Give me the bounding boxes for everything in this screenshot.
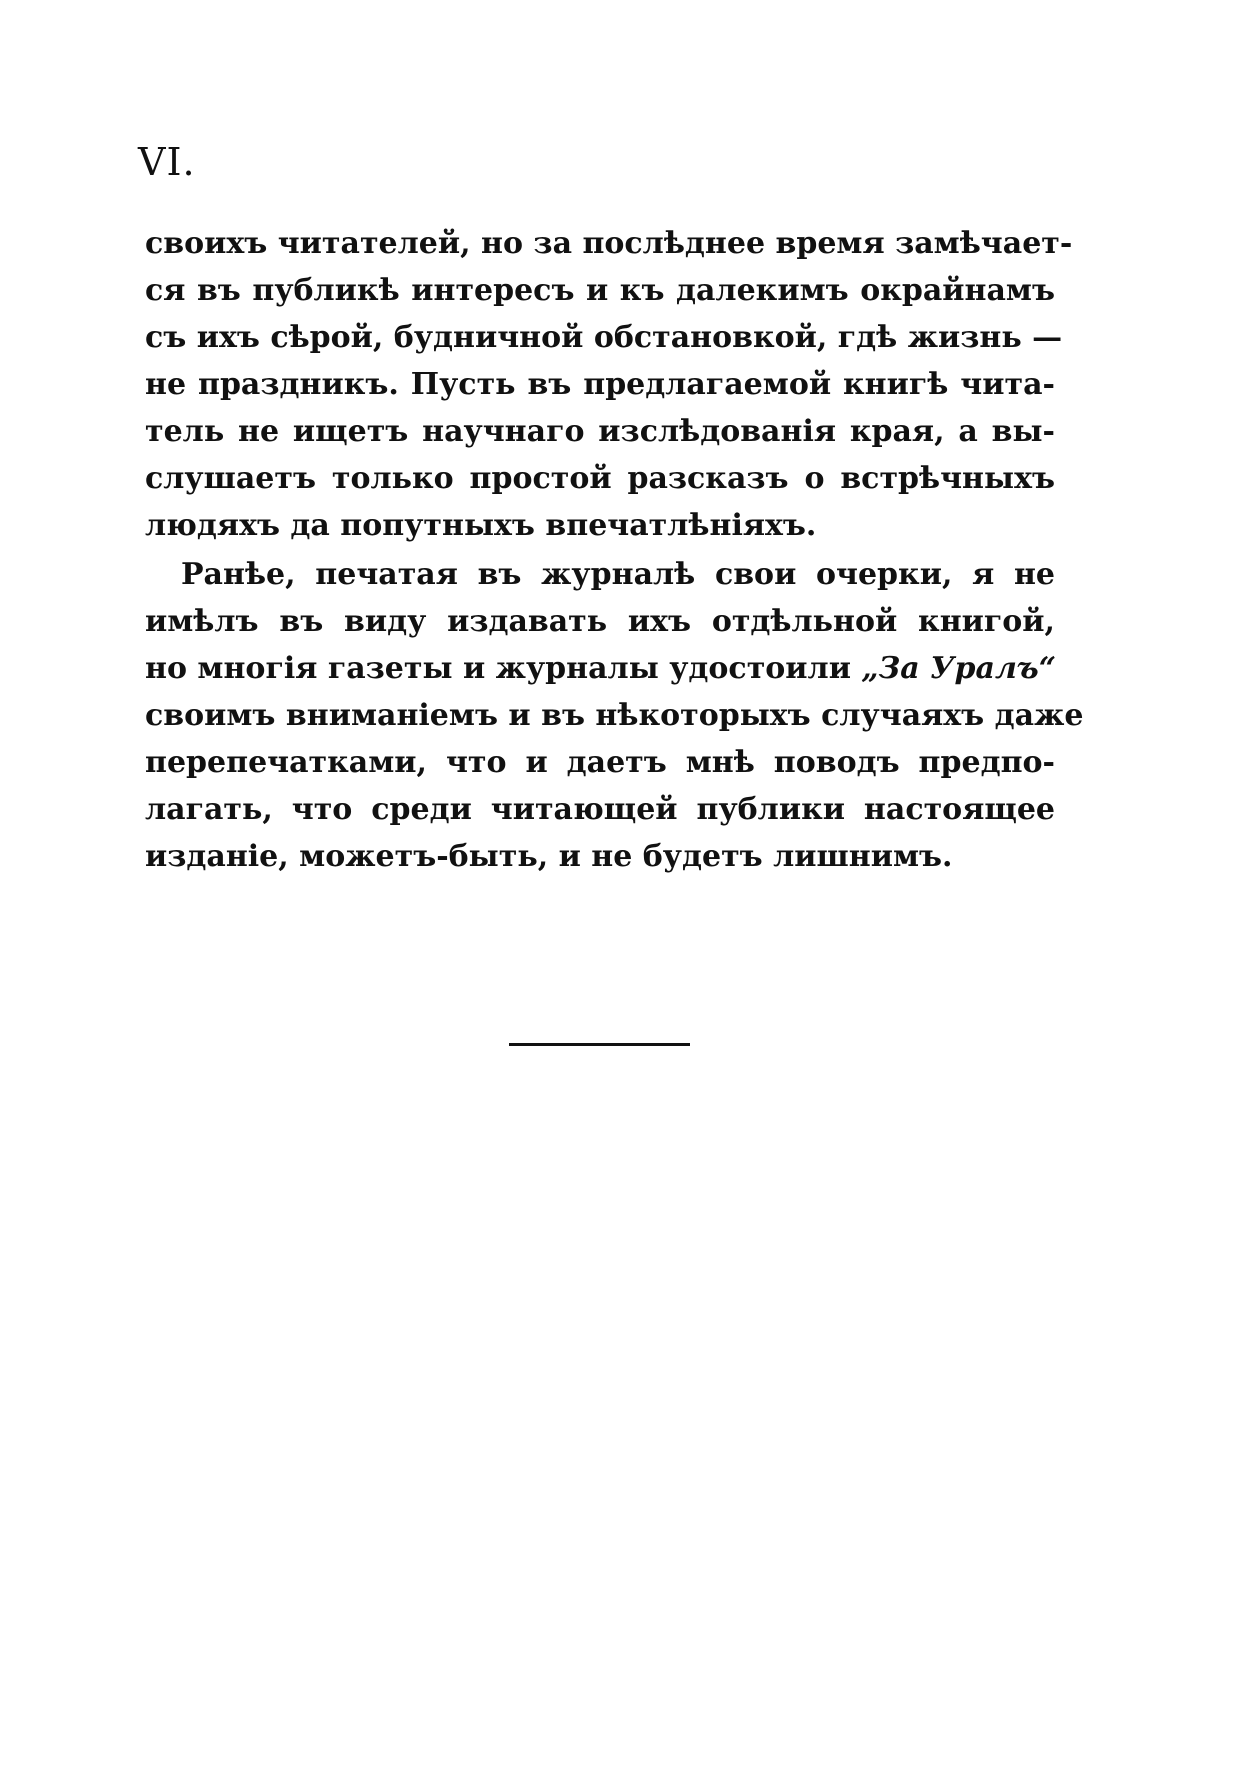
text-line: своихъ читателей, но за послѣднее время замѣчает- — [145, 226, 1073, 261]
text-line-lead: но многія газеты и журналы удостоили — [145, 651, 862, 686]
section-separator-rule — [509, 1043, 690, 1046]
book-title: „За Уралъ“ — [861, 651, 1056, 686]
text-line: ся въ публикѣ интересъ и къ далекимъ окрайнамъ — [145, 273, 1055, 308]
text-line: перепечатками, что и даетъ мнѣ поводъ предпо- — [145, 745, 1055, 780]
text-line: людяхъ да попутныхъ впечатлѣніяхъ. — [145, 508, 817, 543]
text-line: слушаетъ только простой разсказъ о встрѣчныхъ — [145, 461, 1055, 496]
text-line: не праздникъ. Пусть въ предлагаемой книгѣ чита- — [145, 367, 1055, 402]
text-line: тель не ищетъ научнаго изслѣдованія края, а вы- — [145, 414, 1055, 449]
preface-text — [145, 220, 1084, 880]
text-line-with-title — [145, 645, 1055, 692]
text-line: имѣлъ въ виду издавать ихъ отдѣльной книгой, — [145, 604, 1055, 639]
text-line: своимъ вниманіемъ и въ нѣкоторыхъ случаяхъ даже — [145, 698, 1084, 733]
text-line: съ ихъ сѣрой, будничной обстановкой, гдѣ жизнь — — [145, 320, 1063, 355]
page-number: VI. — [138, 140, 196, 184]
text-line: лагать, что среди читающей публики настоящее — [145, 792, 1055, 827]
text-line: Ранѣе, печатая въ журналѣ свои очерки, я не — [181, 557, 1055, 592]
text-line: изданіе, можетъ-быть, и не будетъ лишнимъ. — [145, 839, 953, 874]
